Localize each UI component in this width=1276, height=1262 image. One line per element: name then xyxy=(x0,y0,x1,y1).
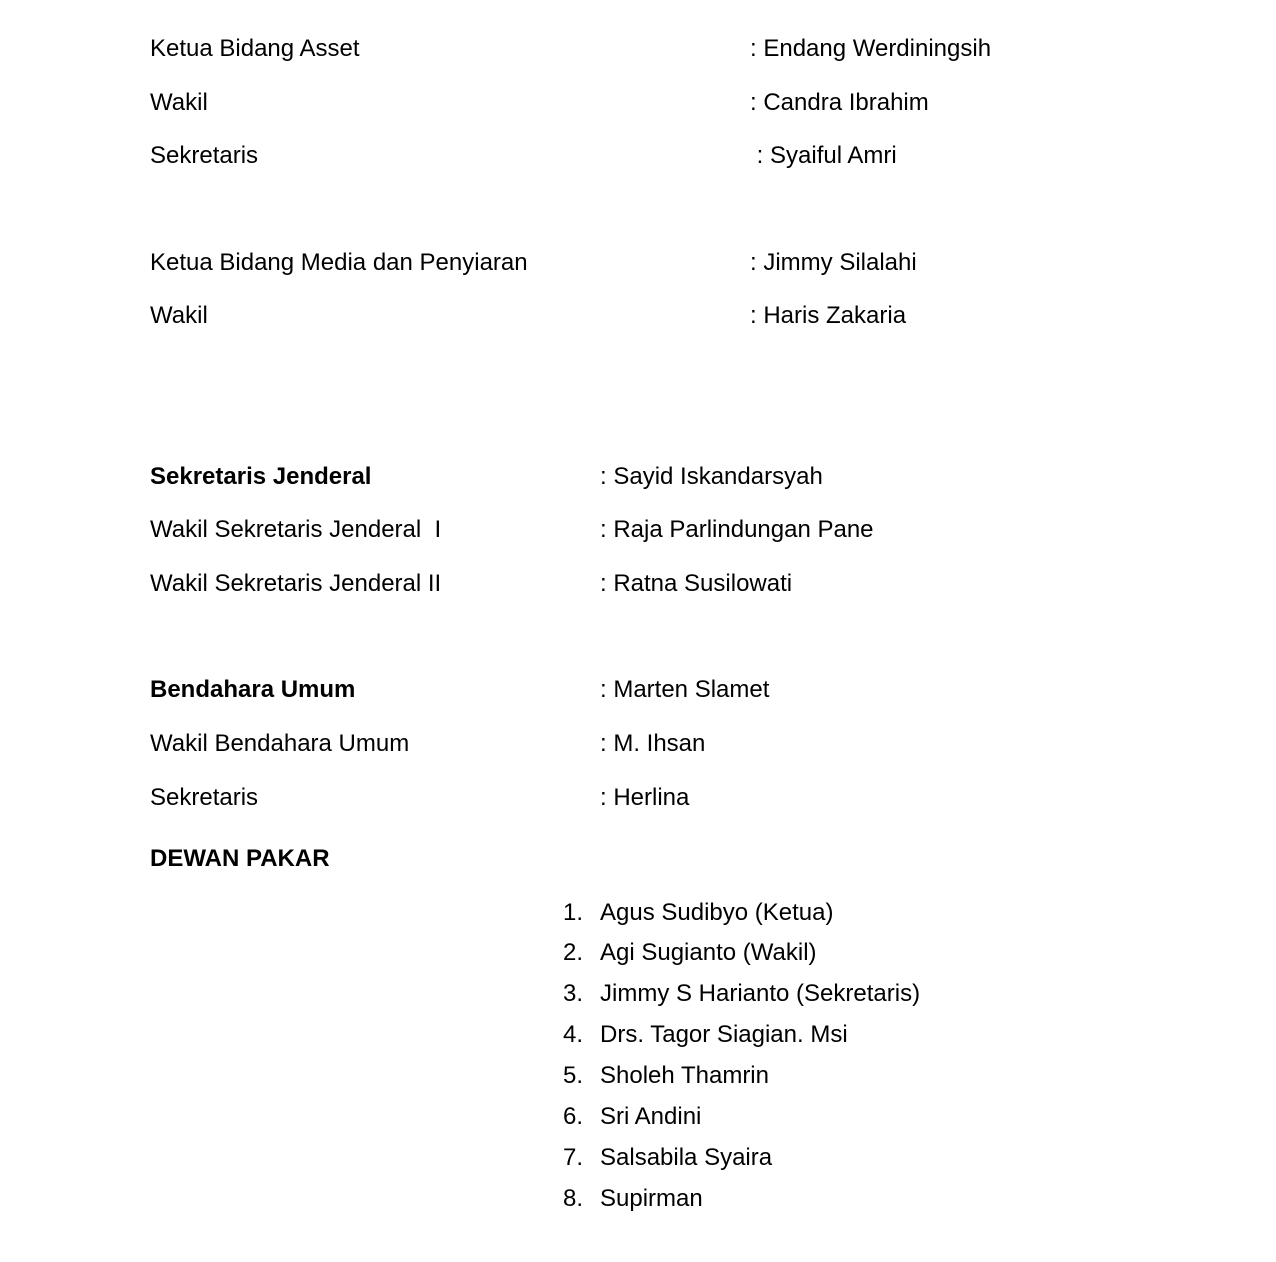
member-name: : Marten Slamet xyxy=(600,676,770,703)
role-label: Ketua Bidang Media dan Penyiaran xyxy=(150,249,528,276)
member-name: : M. Ihsan xyxy=(600,730,706,757)
member-name: : Candra Ibrahim xyxy=(750,89,929,116)
section-heading: DEWAN PAKAR xyxy=(150,845,330,872)
member-name: : Endang Werdiningsih xyxy=(750,35,992,62)
list-number: 8. xyxy=(563,1185,584,1212)
member-name: Sholeh Thamrin xyxy=(600,1062,769,1089)
member-name: : Raja Parlindungan Pane xyxy=(600,516,874,543)
member-name: Salsabila Syaira xyxy=(600,1144,773,1171)
member-name: Drs. Tagor Siagian. Msi xyxy=(600,1021,848,1048)
member-name: : Sayid Iskandarsyah xyxy=(600,463,823,490)
member-name: : Herlina xyxy=(600,784,690,811)
role-label: Sekretaris xyxy=(150,142,259,169)
role-label: Wakil xyxy=(150,89,208,116)
role-label: Ketua Bidang Asset xyxy=(150,35,360,62)
member-name: Jimmy S Harianto (Sekretaris) xyxy=(600,980,921,1007)
role-label: Wakil Sekretaris Jenderal II xyxy=(150,570,442,597)
list-number: 2. xyxy=(563,939,584,966)
role-label: Wakil xyxy=(150,302,208,329)
list-number: 3. xyxy=(563,980,584,1007)
list-number: 4. xyxy=(563,1021,584,1048)
list-number: 5. xyxy=(563,1062,584,1089)
member-name: : Syaiful Amri xyxy=(750,142,897,169)
list-number: 6. xyxy=(563,1103,584,1130)
member-name: : Jimmy Silalahi xyxy=(750,249,917,276)
role-label: Sekretaris Jenderal xyxy=(150,463,372,490)
member-name: Sri Andini xyxy=(600,1103,702,1130)
list-number: 1. xyxy=(563,899,584,926)
role-label: Bendahara Umum xyxy=(150,676,356,703)
role-label: Wakil Sekretaris Jenderal I xyxy=(150,516,442,543)
list-number: 7. xyxy=(563,1144,584,1171)
member-name: Supirman xyxy=(600,1185,703,1212)
role-label: Wakil Bendahara Umum xyxy=(150,730,410,757)
member-name: Agus Sudibyo (Ketua) xyxy=(600,899,834,926)
member-name: : Haris Zakaria xyxy=(750,302,907,329)
member-name: Agi Sugianto (Wakil) xyxy=(600,939,817,966)
member-name: : Ratna Susilowati xyxy=(600,570,793,597)
role-label: Sekretaris xyxy=(150,784,259,811)
